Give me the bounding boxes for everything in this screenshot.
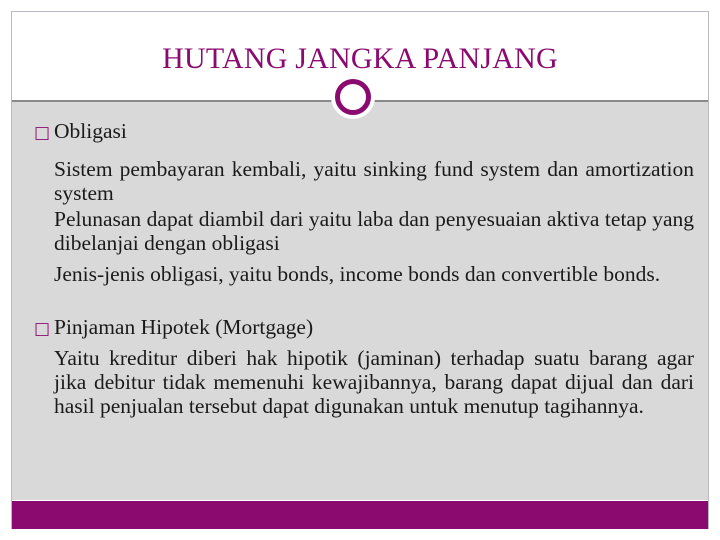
bullet-pinjaman-hipotek bbox=[34, 315, 694, 341]
paragraph: Sistem pembayaran kembali, yaitu sinking fund system dan amortization system bbox=[54, 157, 694, 205]
slide bbox=[11, 11, 709, 529]
bullet-obligasi bbox=[34, 119, 694, 145]
paragraph: Yaitu kreditur diberi hak hipotik (jaminan) terhadap suatu barang agar jika debitur tidak memenuhi kewajibannya, barang dapat dijual dan dari hasil penjualan tersebut dapat digunakan untuk menutup tagihannya. bbox=[54, 346, 694, 418]
bullet-box-icon: □ bbox=[34, 123, 51, 143]
bullet-heading: Pinjaman Hipotek (Mortgage) bbox=[54, 315, 314, 339]
paragraph: Pelunasan dapat diambil dari yaitu laba dan penyesuaian aktiva tetap yang dibelanjai dengan obligasi bbox=[54, 207, 694, 255]
bullet-heading: Obligasi bbox=[54, 119, 127, 143]
circle-ornament-icon bbox=[335, 79, 371, 115]
paragraph: Jenis-jenis obligasi, yaitu bonds, income bonds dan convertible bonds. bbox=[54, 262, 661, 286]
bullet-box-icon: □ bbox=[34, 319, 51, 339]
bottom-bar bbox=[12, 501, 708, 529]
slide-title: HUTANG JANGKA PANJANG bbox=[162, 42, 558, 75]
